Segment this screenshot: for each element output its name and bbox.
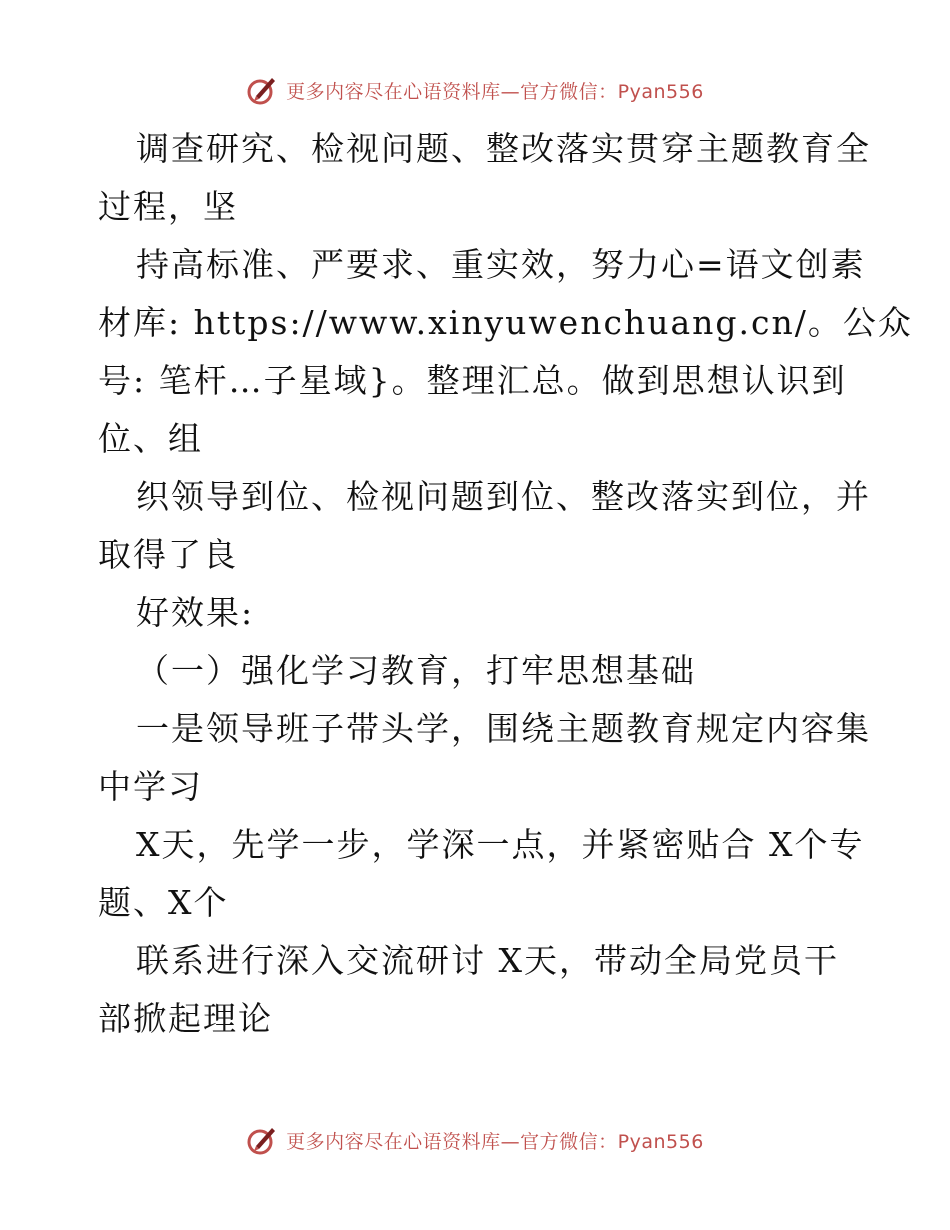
quill-pen-logo-icon (246, 74, 278, 106)
footer-banner-text: 更多内容尽在心语资料库—官方微信：Pyan556 (286, 1130, 704, 1153)
body-line: 联系进行深入交流研讨 X天，带动全局党员干 (136, 941, 839, 980)
body-line: 材库: https://www.xinyuwenchuang.cn/。公众 (98, 303, 913, 342)
body-line: 位、组 (98, 419, 203, 458)
body-line: 号: 笔杆…子星域}。整理汇总。做到思想认识到 (98, 361, 847, 400)
body-line: 调查研究、检视问题、整改落实贯穿主题教育全 (136, 129, 871, 168)
body-line: 中学习 (98, 767, 203, 806)
body-line: 持高标准、严要求、重实效，努力心=语文创素 (136, 245, 866, 284)
body-line: 过程，坚 (98, 187, 238, 226)
body-line: 取得了良 (98, 535, 238, 574)
document-body (98, 120, 913, 1048)
header-banner-text: 更多内容尽在心语资料库—官方微信：Pyan556 (286, 80, 704, 103)
body-line: 好效果: (136, 593, 255, 632)
section-heading: （一）强化学习教育，打牢思想基础 (136, 651, 696, 690)
quill-pen-logo-icon (246, 1124, 278, 1156)
body-line: 题、X个 (98, 883, 229, 922)
body-line: 部掀起理论 (98, 999, 273, 1038)
body-line: 一是领导班子带头学，围绕主题教育规定内容集 (136, 709, 871, 748)
body-line: X天，先学一步，学深一点，并紧密贴合 X个专 (136, 825, 865, 864)
body-line: 织领导到位、检视问题到位、整改落实到位，并 (136, 477, 871, 516)
footer-banner (0, 1120, 950, 1160)
header-banner (0, 70, 950, 110)
